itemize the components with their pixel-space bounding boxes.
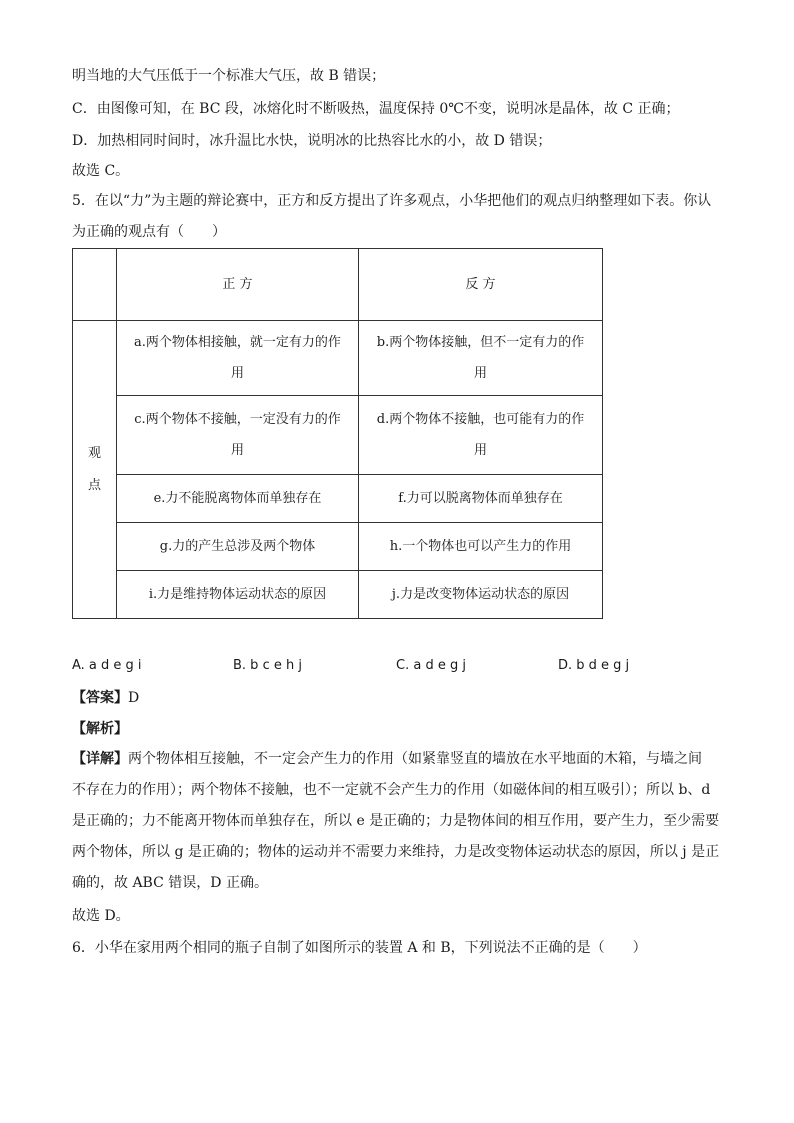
detail-line-5: 确的，故 ABC 错误，D 正确。 — [72, 875, 268, 891]
row-label-viewpoints: 观 点 — [73, 321, 117, 619]
pro-cell-i: i.力是维持物体运动状态的原因 — [117, 571, 359, 619]
con-cell-h: h.一个物体也可以产生力的作用 — [359, 523, 603, 571]
conclusion: 故选 D。 — [72, 908, 130, 924]
pro-cell-a: a.两个物体相接触，就一定有力的作 用 — [117, 321, 359, 396]
question-5-line-2: 为正确的观点有（ ） — [72, 224, 226, 240]
header-con: 反 方 — [359, 249, 603, 321]
table-row — [73, 523, 603, 571]
detail-paragraph — [72, 744, 720, 899]
intro-line-1: 明当地的大气压低于一个标准大气压，故 B 错误； — [72, 68, 386, 84]
detail-line-4: 两个物体，所以 g 是正确的；物体的运动并不需要力来维持，力是改变物体运动状态的原因，所以 j 是正 — [72, 844, 720, 860]
detail-label: 【详解】 — [72, 751, 128, 767]
question-5-line-1: 5．在以“力”为主题的辩论赛中，正方和反方提出了许多观点，小华把他们的观点归纳整理如下表。你认 — [72, 193, 712, 209]
pro-cell-g: g.力的产生总涉及两个物体 — [117, 523, 359, 571]
pro-cell-e: e.力不能脱离物体而单独存在 — [117, 475, 359, 523]
intro-line-2: C．由图像可知，在 BC 段，冰熔化时不断吸热，温度保持 0℃不变，说明冰是晶体，故 C 正确； — [72, 101, 680, 117]
answer-value: D — [128, 690, 140, 706]
question-6: 6．小华在家用两个相同的瓶子自制了如图所示的装置 A 和 B，下列说法不正确的是（ ） — [72, 940, 647, 956]
con-cell-d: d.两个物体不接触，也可能有力的作 用 — [359, 396, 603, 475]
pro-cell-c: c.两个物体不接触，一定没有力的作 用 — [117, 396, 359, 475]
debate-table — [72, 248, 603, 619]
table-row — [73, 475, 603, 523]
intro-line-4: 故选 C。 — [72, 163, 130, 179]
analysis-label: 【解析】 — [72, 721, 128, 737]
intro-line-3: D．加热相同时间时，冰升温比水快，说明冰的比热容比水的小，故 D 错误； — [72, 133, 552, 149]
option-b[interactable]: B. b c e h j — [233, 658, 302, 673]
table-row — [73, 321, 603, 396]
detail-line-2: 不存在力的作用）；两个物体不接触，也不一定就不会产生力的作用（如磁体间的相互吸引）；所以 b、d — [72, 782, 711, 798]
detail-line-1: 两个物体相互接触，不一定会产生力的作用（如紧靠竖直的墙放在水平地面的木箱，与墙之间 — [128, 751, 702, 767]
answer-label: 【答案】 — [72, 690, 128, 706]
option-c[interactable]: C. a d e g j — [396, 658, 466, 673]
option-d[interactable]: D. b d e g j — [558, 658, 630, 673]
option-a[interactable]: A. a d e g i — [72, 658, 142, 673]
table-header-row — [73, 249, 603, 321]
con-cell-j: j.力是改变物体运动状态的原因 — [359, 571, 603, 619]
question-5 — [72, 186, 720, 248]
table-corner-cell — [73, 249, 117, 321]
answer-line — [72, 688, 139, 708]
con-cell-b: b.两个物体接触，但不一定有力的作 用 — [359, 321, 603, 396]
table-row — [73, 571, 603, 619]
header-pro: 正 方 — [117, 249, 359, 321]
con-cell-f: f.力可以脱离物体而单独存在 — [359, 475, 603, 523]
table-row — [73, 396, 603, 475]
detail-line-3: 是正确的；力不能离开物体而单独存在，所以 e 是正确的；力是物体间的相互作用，要产生力，至少需要 — [72, 813, 720, 829]
